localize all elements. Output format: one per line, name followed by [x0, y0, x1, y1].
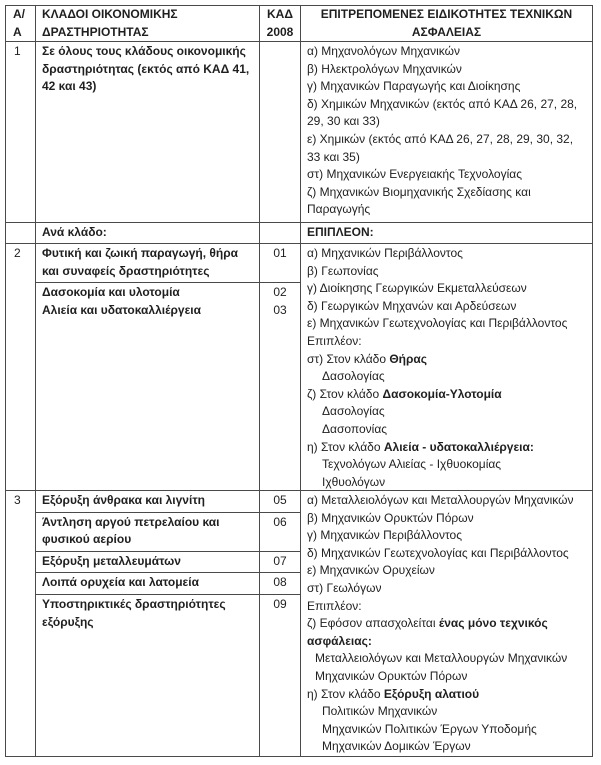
specialty-line: στ) Μηχανικών Ενεργειακής Τεχνολογίας — [307, 167, 522, 182]
header-activity-line1: ΚΛΑΔΟΙ ΟΙΚΟΝΟΜΙΚΗΣ — [42, 7, 178, 21]
activity-item — [36, 514, 300, 549]
specialty-line: Πολιτικών Μηχανικών — [322, 704, 438, 719]
activity-label: Άντληση αργού πετρελαίου και φυσικού αερίου — [42, 514, 220, 547]
specialty-line: ζ) Εφόσον απασχολείται ένας μόνο τεχνικός ασφάλειας: — [307, 616, 548, 648]
specialty-line: η) Στον κλάδο Εξόρυξη αλατιού — [307, 686, 480, 701]
kad-code: 08 — [273, 575, 287, 590]
header-permitted-specialties — [301, 6, 592, 41]
specialty-line: Τεχνολόγων Αλιείας - Ιχθυοκομίας — [322, 457, 502, 472]
specialty-line: ζ) Μηχανικών Βιομηχανικής Σχεδίασης και Παραγωγής — [307, 184, 531, 217]
specialty-line: Δασολογίας — [322, 404, 385, 419]
kad-code: 06 — [273, 514, 287, 529]
kad-code: 09 — [273, 597, 287, 612]
specialty-line: ε) Μηχανικών Γεωτεχνολογίας και Περιβάλλοντος — [307, 316, 568, 331]
activity-item — [36, 224, 300, 242]
activity-label: Εξόρυξη άνθρακα και λιγνίτη — [42, 493, 206, 508]
specialty-line: στ) Στον κλάδο Θήρας — [307, 351, 428, 366]
kad-code: 01 — [273, 246, 287, 261]
header-activity-sectors — [36, 6, 260, 41]
technical-safety-specialties-table — [5, 5, 593, 757]
header-serial-line2: Α — [13, 24, 22, 39]
header-specialties-line1: ΕΠΙΤΡΕΠΟΜΕΝΕΣ ΕΙΔΙΚΟΤΗΤΕΣ ΤΕΧΝΙΚΩΝ — [320, 7, 573, 21]
row-2-activity-cell — [36, 244, 301, 490]
table-row-1 — [6, 42, 592, 223]
activity-label: Δασοκομία και υλοτομία — [42, 285, 180, 300]
row-3-number: 3 — [6, 491, 36, 756]
kad-code: 02 — [273, 285, 287, 300]
activity-item — [36, 43, 300, 96]
activity-subrow — [36, 244, 300, 283]
activity-subrow — [36, 595, 300, 756]
activity-label: Σε όλους τους κλάδους οικονομικής δραστηριότητας (εκτός από ΚΑΔ 41, 42 και 43) — [42, 44, 250, 94]
row-per-sector-number — [6, 223, 36, 243]
activity-subrow — [36, 552, 300, 574]
header-serial-line1: Α/ — [13, 7, 25, 21]
activity-subrow — [36, 573, 300, 595]
specialty-line: ε) Μηχανικών Ορυχείων — [307, 563, 435, 578]
header-kad-line1: ΚΑΔ — [267, 7, 293, 21]
activity-label: Εξόρυξη μεταλλευμάτων — [42, 553, 181, 568]
specialty-line: α) Μεταλλειολόγων και Μεταλλουργών Μηχανικών — [307, 493, 574, 508]
specialty-line: α) Μηχανικών Περιβάλλοντος — [307, 246, 463, 261]
specialty-line: δ) Χημικών Μηχανικών (εκτός από ΚΑΔ 26, 27, 28, 29, 30 και 33) — [307, 96, 578, 129]
activity-subrow — [36, 491, 300, 513]
row-3-specialties-cell — [301, 491, 592, 756]
activity-label: Ανά κλάδο: — [42, 225, 107, 239]
specialty-line: δ) Μηχανικών Γεωτεχνολογίας και Περιβάλλοντος — [307, 545, 569, 560]
activity-label: Φυτική και ζωική παραγωγή, θήρα και συναφείς δραστηριότητες — [42, 246, 239, 278]
specialty-line: Μηχανικών Ορυκτών Πόρων — [315, 669, 468, 684]
specialty-line: ΕΠΙΠΛΕΟΝ: — [307, 225, 374, 239]
header-serial-number — [6, 6, 36, 41]
specialty-line: β) Ηλεκτρολόγων Μηχανικών — [307, 61, 462, 76]
activity-item — [36, 492, 300, 510]
specialty-line: γ) Μηχανικών Παραγωγής και Διοίκησης — [307, 79, 521, 94]
row-per-sector-activity-cell — [36, 223, 301, 243]
table-row-3 — [6, 491, 592, 756]
activity-item — [36, 245, 300, 280]
kad-code: 07 — [273, 553, 287, 568]
specialty-line: β) Μηχανικών Ορυκτών Πόρων — [307, 510, 474, 525]
table-header-row — [6, 6, 592, 42]
row-per-sector-specialties-cell — [301, 223, 592, 243]
specialty-line: γ) Μηχανικών Περιβάλλοντος — [307, 528, 463, 543]
activity-item — [36, 302, 300, 320]
activity-subrow — [36, 223, 300, 244]
specialty-line: Δασοπονίας — [322, 422, 388, 437]
activity-label: Αλιεία και υδατοκαλλιέργεια — [42, 302, 202, 317]
specialty-line: δ) Γεωργικών Μηχανών και Αρδεύσεων — [307, 298, 517, 313]
header-kad-line2: 2008 — [266, 24, 294, 39]
specialty-line: Ιχθυολόγων — [322, 474, 386, 489]
activity-item — [36, 596, 300, 631]
activity-item — [36, 553, 300, 571]
specialty-line: β) Γεωπονίας — [307, 263, 379, 278]
specialty-line: γ) Διοίκησης Γεωργικών Εκμεταλλεύσεων — [307, 281, 527, 296]
kad-code: 03 — [273, 302, 287, 317]
table-row-per-sector — [6, 223, 592, 244]
row-2-number: 2 — [6, 244, 36, 490]
row-1-specialties-cell — [301, 42, 592, 222]
row-3-activity-cell — [36, 491, 301, 756]
specialty-line: ε) Χημικών (εκτός από ΚΑΔ 26, 27, 28, 29, 30, 32, 33 και 35) — [307, 131, 574, 164]
row-1-activity-cell — [36, 42, 301, 222]
header-specialties-line2: ΑΣΦΑΛΕΙΑΣ — [411, 24, 482, 39]
activity-subrow — [36, 513, 300, 552]
row-2-specialties-cell — [301, 244, 592, 490]
activity-subrow — [36, 283, 300, 490]
specialty-line: Επιπλέον: — [307, 334, 362, 349]
specialty-line: Μηχανικών Πολιτικών Έργων Υποδομής — [322, 721, 537, 736]
activity-label: Υποστηρικτικές δραστηριότητες εξόρυξης — [42, 597, 226, 629]
header-activity-line2: ΔΡΑΣΤΗΡΙΟΤΗΤΑΣ — [42, 24, 149, 39]
specialty-line: η) Στον κλάδο Αλιεία - υδατοκαλλιέργεια: — [307, 439, 534, 454]
specialty-line: Δασολογίας — [322, 369, 385, 384]
table-row-2 — [6, 244, 592, 491]
specialty-line: ζ) Στον κλάδο Δασοκομία-Υλοτομία — [307, 386, 502, 401]
activity-item — [36, 574, 300, 592]
kad-code: 05 — [273, 493, 287, 508]
specialty-line: Μεταλλειολόγων και Μεταλλουργών Μηχανικών — [315, 651, 568, 666]
activity-label: Λοιπά ορυχεία και λατομεία — [42, 575, 199, 590]
specialty-line: α) Μηχανολόγων Μηχανικών — [307, 44, 460, 58]
specialty-line: Μηχανικών Δομικών Έργων — [322, 739, 471, 754]
row-1-number: 1 — [6, 42, 36, 222]
activity-item — [36, 284, 300, 302]
specialty-line: Επιπλέον: — [307, 598, 362, 613]
specialty-line: στ) Γεωλόγων — [307, 581, 382, 596]
header-kad-2008 — [260, 6, 301, 41]
activity-subrow — [36, 42, 300, 222]
